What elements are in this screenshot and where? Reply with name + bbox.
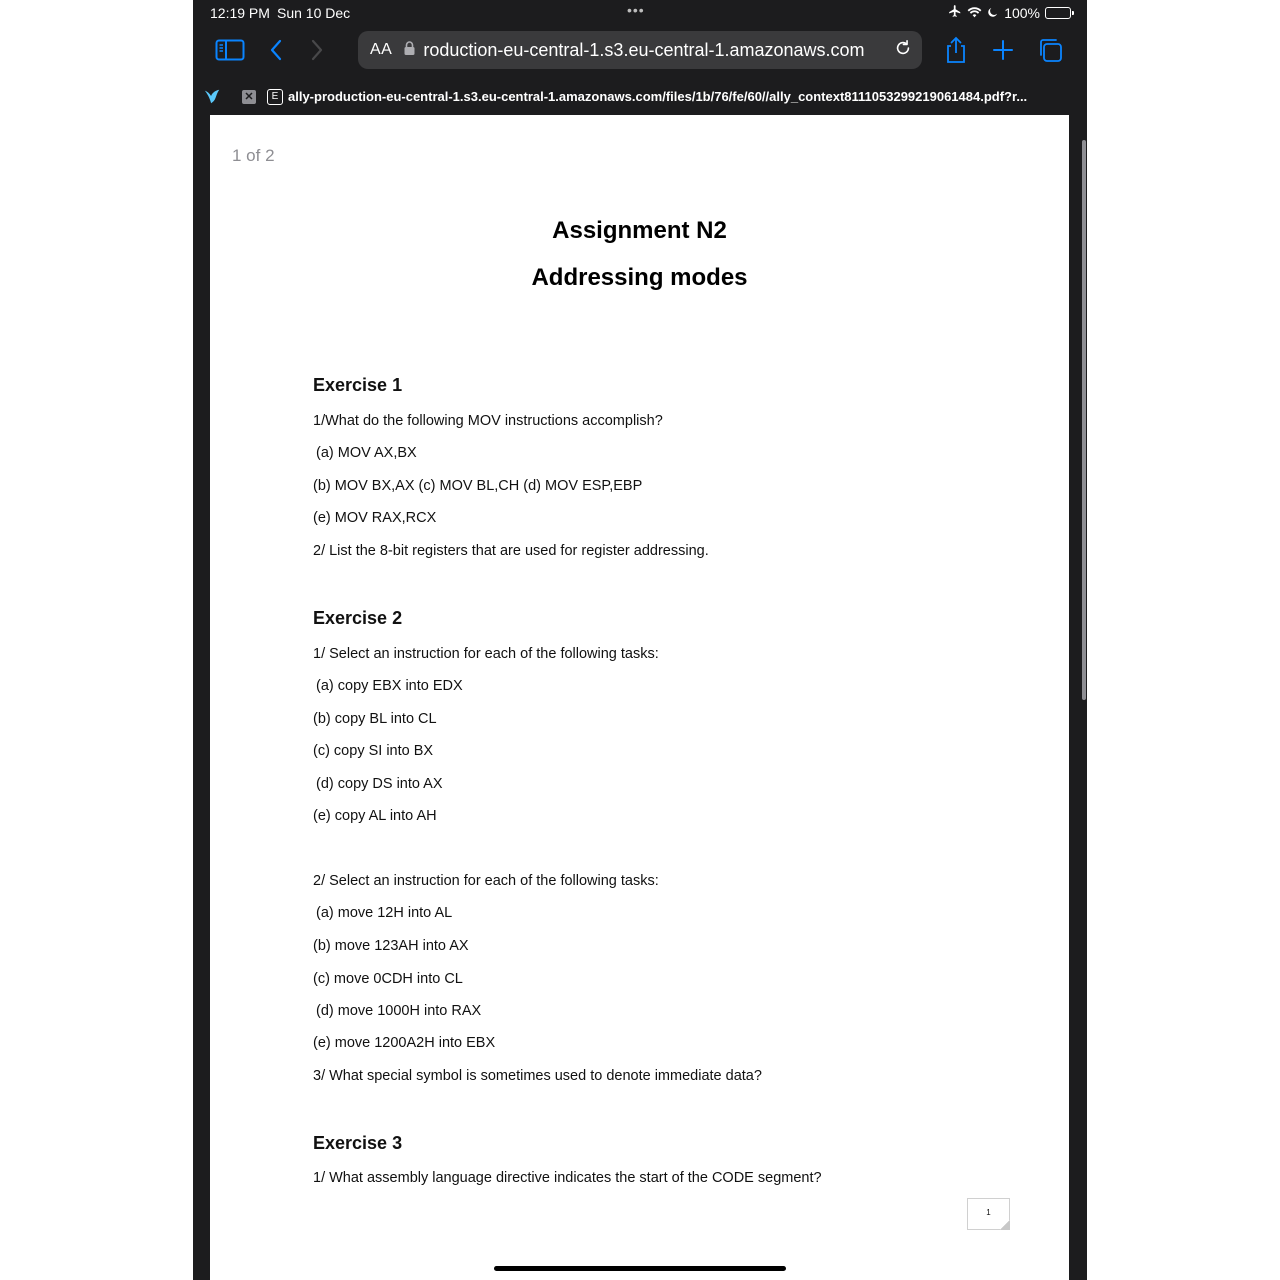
status-indicators xyxy=(948,4,1071,21)
exercise-2-line: (d) copy DS into AX xyxy=(316,776,443,792)
exercise-2-line: 3/ What special symbol is sometimes used to denote immediate data? xyxy=(313,1068,762,1084)
sidebar-icon[interactable] xyxy=(213,34,247,66)
exercise-3-heading: Exercise 3 xyxy=(313,1133,403,1153)
new-tab-icon[interactable] xyxy=(986,34,1020,66)
exercise-2-line: (c) move 0CDH into CL xyxy=(313,971,463,987)
exercise-1-line: 2/ List the 8-bit registers that are used for register addressing. xyxy=(313,543,709,559)
battery-percent: 100% xyxy=(1004,4,1040,21)
browser-toolbar xyxy=(193,26,1087,74)
exercise-2-line: (d) move 1000H into RAX xyxy=(316,1003,482,1019)
address-bar[interactable] xyxy=(358,31,922,69)
multitasking-dots[interactable]: ••• xyxy=(627,2,645,18)
tab-favicon-icon: E xyxy=(267,89,283,105)
lock-icon xyxy=(404,41,415,60)
tab-bar xyxy=(193,80,1087,114)
exercise-1-line: (a) MOV AX,BX xyxy=(316,445,417,461)
exercise-2-line: (e) copy AL into AH xyxy=(313,808,437,824)
exercise-2-heading: Exercise 2 xyxy=(313,608,403,628)
tab-title[interactable]: ally-production-eu-central-1.s3.eu-central-1.amazonaws.com/files/1b/76/fe/60//ally_context8111053299219061484.pdf?r... xyxy=(288,89,1028,104)
exercise-3-line: 1/ What assembly language directive indicates the start of the CODE segment? xyxy=(313,1170,822,1186)
wifi-icon xyxy=(967,5,982,21)
reader-options-button[interactable]: AA xyxy=(370,41,393,58)
ipad-safari-window xyxy=(193,0,1087,1280)
exercise-2-line: (b) move 123AH into AX xyxy=(313,938,469,954)
exercise-1-line: (e) MOV RAX,RCX xyxy=(313,510,437,526)
exercise-1-line: 1/What do the following MOV instructions accomplish? xyxy=(313,413,663,429)
exercise-2-line: (a) move 12H into AL xyxy=(316,905,453,921)
status-time: 12:19 PM xyxy=(210,5,270,21)
exercise-2-line: (b) copy BL into CL xyxy=(313,711,437,727)
status-date: Sun 10 Dec xyxy=(277,5,351,21)
forward-icon[interactable] xyxy=(300,34,334,66)
document-title: Assignment N2 xyxy=(552,217,727,244)
page-number-thumbnail[interactable]: 1 xyxy=(967,1198,1010,1230)
airplane-icon xyxy=(948,4,962,21)
page-indicator: 1 of 2 xyxy=(232,146,275,165)
back-icon[interactable] xyxy=(259,34,293,66)
battery-icon xyxy=(1045,7,1071,19)
url-text: roduction-eu-central-1.s3.eu-central-1.amazonaws.com xyxy=(423,39,865,60)
exercise-2-line: (a) copy EBX into EDX xyxy=(316,678,463,694)
exercise-1-line: (b) MOV BX,AX (c) MOV BL,CH (d) MOV ESP,EBP xyxy=(313,478,643,494)
tabs-overview-icon[interactable] xyxy=(1033,34,1067,66)
exercise-2-line: (c) copy SI into BX xyxy=(313,743,434,759)
reload-icon[interactable] xyxy=(894,39,912,62)
status-bar xyxy=(193,0,1087,26)
scrollbar[interactable] xyxy=(1082,140,1086,700)
exercise-1-heading: Exercise 1 xyxy=(313,375,403,395)
tab-group-bird-icon[interactable] xyxy=(203,87,221,110)
home-indicator[interactable] xyxy=(494,1266,786,1271)
document-subtitle: Addressing modes xyxy=(531,264,748,291)
share-icon[interactable] xyxy=(939,34,973,66)
exercise-2-line: (e) move 1200A2H into EBX xyxy=(313,1035,496,1051)
moon-icon xyxy=(987,5,999,21)
exercise-2-line: 2/ Select an instruction for each of the following tasks: xyxy=(313,873,659,889)
tab-close-button[interactable]: ✕ xyxy=(242,90,256,104)
exercise-2-line: 1/ Select an instruction for each of the following tasks: xyxy=(313,646,659,662)
pdf-page xyxy=(210,115,1069,1280)
